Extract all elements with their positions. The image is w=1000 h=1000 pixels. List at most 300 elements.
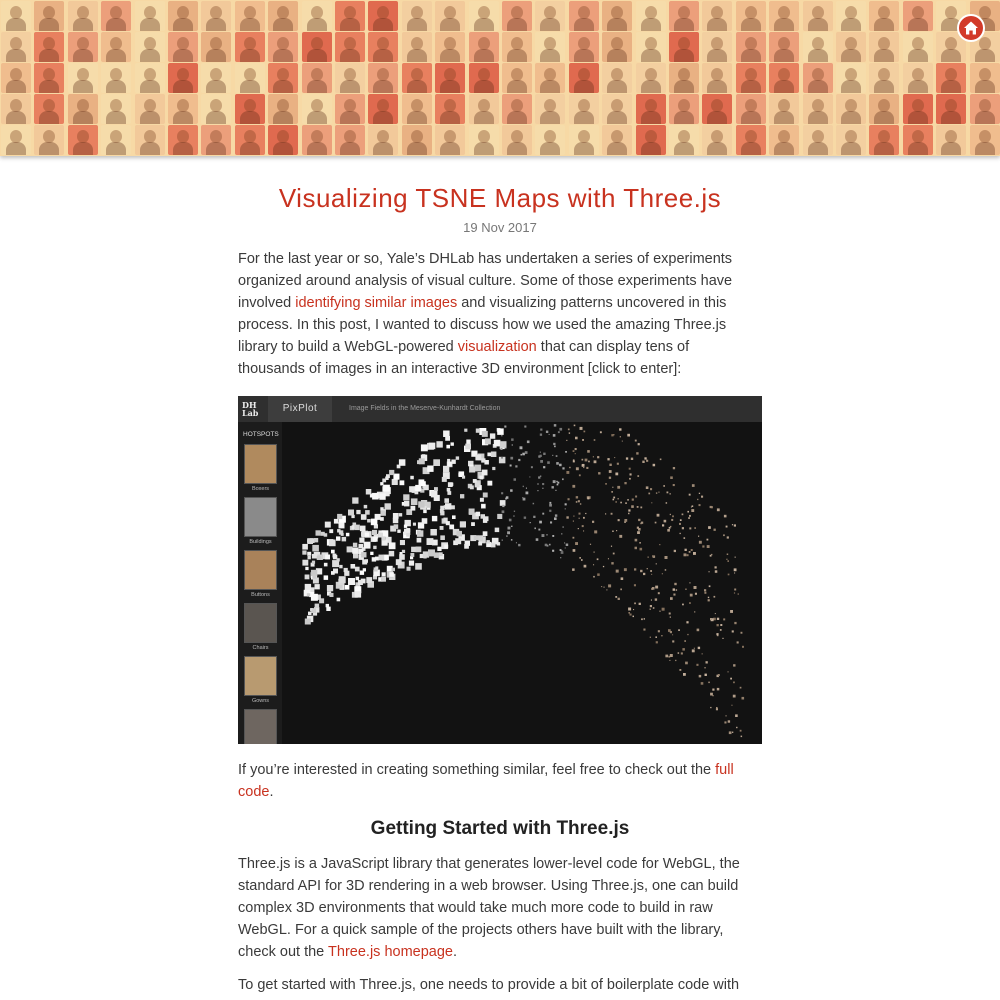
- image-point: [727, 536, 729, 538]
- portrait-tile: [34, 94, 64, 124]
- image-point: [565, 503, 567, 505]
- portrait-tile: [602, 125, 632, 155]
- image-point: [573, 450, 575, 452]
- image-point: [482, 431, 488, 437]
- portrait-tile: [469, 32, 499, 62]
- image-point: [392, 568, 396, 572]
- image-point: [708, 597, 709, 598]
- image-point: [569, 432, 570, 433]
- image-point: [406, 533, 410, 537]
- image-point: [653, 464, 656, 467]
- image-point: [336, 536, 340, 540]
- image-point: [710, 618, 712, 620]
- image-point: [511, 438, 513, 441]
- image-point: [694, 586, 697, 589]
- image-point: [545, 544, 548, 547]
- identifying-similar-images-link[interactable]: identifying similar images: [295, 295, 458, 311]
- portrait-tile: [836, 63, 866, 93]
- image-point: [635, 440, 637, 442]
- image-point: [619, 535, 622, 538]
- image-point: [651, 574, 652, 575]
- image-point: [640, 548, 643, 551]
- image-point: [473, 479, 477, 483]
- image-point: [699, 541, 702, 544]
- image-point: [537, 483, 538, 484]
- portrait-tile: [636, 94, 666, 124]
- image-point: [627, 434, 630, 437]
- post-title: Visualizing TSNE Maps with Three.js: [278, 183, 722, 213]
- image-point: [312, 561, 315, 564]
- image-point: [549, 504, 552, 507]
- portrait-tile: [702, 125, 732, 155]
- image-field-scatter[interactable]: [282, 422, 762, 744]
- image-point: [664, 520, 667, 523]
- image-point: [485, 438, 491, 444]
- portrait-tile: [903, 63, 933, 93]
- portrait-tile: [669, 1, 699, 31]
- image-point: [585, 513, 586, 514]
- image-point: [393, 513, 399, 519]
- image-point: [415, 485, 421, 491]
- image-point: [651, 600, 652, 601]
- image-point: [365, 510, 370, 515]
- portrait-tile: [469, 94, 499, 124]
- image-point: [510, 465, 512, 467]
- image-point: [446, 521, 450, 525]
- portrait-tile: [502, 125, 532, 155]
- image-point: [741, 632, 743, 634]
- image-point: [735, 557, 736, 558]
- image-point: [732, 524, 733, 525]
- image-point: [699, 493, 700, 494]
- image-point: [394, 524, 399, 529]
- portrait-tile: [235, 63, 265, 93]
- image-point: [324, 575, 329, 580]
- portrait-tile: [669, 63, 699, 93]
- image-point: [339, 565, 342, 568]
- image-point: [509, 519, 512, 522]
- image-point: [694, 611, 695, 612]
- image-point: [501, 457, 503, 459]
- image-point: [518, 544, 520, 546]
- image-point: [393, 474, 399, 480]
- image-point: [302, 544, 308, 550]
- portrait-tile: [201, 125, 231, 155]
- image-point: [315, 604, 320, 609]
- image-point: [305, 567, 308, 570]
- image-point: [561, 551, 564, 554]
- image-point: [709, 571, 710, 572]
- image-point: [421, 481, 426, 486]
- portrait-tile: [1, 32, 31, 62]
- image-point: [650, 637, 651, 638]
- image-point: [576, 496, 578, 498]
- portrait-tile: [335, 32, 365, 62]
- image-point: [354, 525, 360, 531]
- image-point: [562, 467, 564, 469]
- image-point: [568, 498, 570, 500]
- image-point: [550, 521, 552, 523]
- image-point: [556, 462, 559, 465]
- image-point: [508, 527, 511, 530]
- image-point: [576, 467, 579, 470]
- image-point: [696, 664, 698, 666]
- image-point: [634, 603, 636, 605]
- image-point: [579, 474, 581, 476]
- image-point: [691, 507, 692, 508]
- portrait-tile: [535, 32, 565, 62]
- image-point: [597, 573, 600, 576]
- image-point: [717, 624, 719, 626]
- image-point: [534, 528, 536, 530]
- image-point: [355, 567, 360, 572]
- portrait-tile: [34, 1, 64, 31]
- image-point: [608, 558, 609, 559]
- image-point: [629, 478, 631, 480]
- image-point: [566, 516, 568, 518]
- image-point: [555, 490, 556, 491]
- image-point: [512, 444, 513, 445]
- image-point: [554, 446, 556, 448]
- portrait-tile: [903, 125, 933, 155]
- image-point: [500, 448, 502, 450]
- portrait-tile: [769, 1, 799, 31]
- image-point: [620, 436, 621, 437]
- visualization-link[interactable]: visualization: [457, 339, 537, 355]
- portrait-tile: [268, 94, 298, 124]
- image-point: [573, 537, 575, 539]
- portrait-tile: [602, 1, 632, 31]
- portrait-tile: [736, 125, 766, 155]
- portrait-tile: [869, 63, 899, 93]
- image-point: [598, 472, 600, 474]
- image-point: [628, 608, 631, 611]
- image-point: [687, 634, 688, 635]
- image-point: [403, 494, 409, 500]
- image-point: [474, 465, 481, 472]
- hotspot-chairs[interactable]: [244, 603, 277, 651]
- image-point: [307, 538, 313, 544]
- image-point: [609, 477, 611, 479]
- image-point: [540, 434, 542, 436]
- image-point: [373, 546, 376, 549]
- image-point: [552, 535, 554, 537]
- image-point: [557, 484, 559, 486]
- image-point: [609, 470, 612, 473]
- portrait-tile: [1, 94, 31, 124]
- image-point: [476, 429, 480, 433]
- image-point: [444, 545, 448, 549]
- portrait-tile: [101, 1, 131, 31]
- image-point: [672, 634, 673, 635]
- home-button[interactable]: [957, 14, 985, 42]
- portrait-tile: [201, 1, 231, 31]
- portrait-tile: [636, 125, 666, 155]
- image-point: [720, 624, 722, 626]
- image-point: [582, 439, 584, 441]
- portrait-tile: [869, 94, 899, 124]
- image-point: [446, 445, 450, 449]
- image-point: [673, 588, 675, 590]
- image-point: [439, 552, 443, 556]
- image-point: [702, 545, 704, 547]
- image-point: [565, 451, 567, 453]
- pixplot-embed[interactable]: [238, 396, 762, 744]
- image-point: [432, 516, 437, 521]
- image-point: [482, 470, 488, 476]
- image-point: [575, 448, 577, 450]
- image-point: [521, 454, 523, 456]
- image-point: [370, 552, 373, 555]
- image-point: [588, 461, 590, 463]
- boilerplate-paragraph: To get started with Three.js, one needs to provide a bit of boilerplate code with: [238, 977, 740, 993]
- portrait-tile: [1, 63, 31, 93]
- full-code-link[interactable]: full code: [238, 762, 734, 800]
- image-point: [578, 500, 580, 502]
- image-point: [305, 584, 311, 590]
- portrait-tile: [68, 32, 98, 62]
- portrait-tile: [168, 94, 198, 124]
- image-point: [648, 557, 649, 558]
- portrait-tile: [736, 94, 766, 124]
- pixplot-tab[interactable]: PixPlot: [268, 396, 332, 422]
- image-point: [552, 486, 554, 488]
- image-point: [708, 526, 711, 529]
- image-point: [474, 535, 479, 540]
- portrait-tile: [469, 63, 499, 93]
- image-point: [326, 604, 329, 607]
- image-point: [659, 544, 660, 545]
- image-point: [586, 467, 588, 469]
- image-point: [415, 563, 422, 570]
- image-point: [447, 462, 452, 467]
- image-point: [381, 577, 386, 582]
- image-point: [487, 453, 491, 457]
- image-point: [634, 568, 636, 570]
- image-point: [360, 526, 366, 532]
- image-point: [502, 540, 503, 541]
- image-point: [540, 460, 543, 463]
- hotspot-boxers[interactable]: [244, 444, 277, 492]
- image-point: [392, 479, 398, 485]
- portrait-tile: [702, 32, 732, 62]
- image-point: [507, 531, 510, 534]
- portrait-tile: [602, 63, 632, 93]
- image-point: [564, 542, 565, 543]
- image-point: [389, 470, 394, 475]
- image-point: [723, 534, 725, 536]
- image-point: [533, 503, 535, 505]
- image-point: [337, 514, 342, 519]
- portrait-banner: [0, 0, 1000, 156]
- portrait-tile: [68, 63, 98, 93]
- image-point: [555, 514, 557, 516]
- portrait-tile: [235, 1, 265, 31]
- image-point: [680, 533, 681, 534]
- image-point: [689, 527, 691, 529]
- image-point: [587, 497, 589, 499]
- image-point: [728, 574, 730, 576]
- image-point: [661, 635, 662, 636]
- portrait-tile: [569, 63, 599, 93]
- portrait-tile: [569, 94, 599, 124]
- hotspot-buttons[interactable]: [244, 550, 277, 598]
- image-point: [689, 551, 691, 553]
- image-point: [307, 552, 311, 556]
- image-point: [491, 543, 496, 548]
- portrait-tile: [535, 63, 565, 93]
- image-point: [631, 505, 634, 508]
- image-point: [351, 564, 356, 569]
- image-point: [669, 613, 671, 615]
- image-point: [345, 585, 350, 590]
- image-point: [734, 622, 736, 624]
- image-point: [497, 428, 504, 435]
- image-point: [396, 559, 402, 565]
- hotspot-label: Buildings: [249, 539, 272, 545]
- image-point: [514, 478, 517, 481]
- image-point: [337, 598, 341, 602]
- image-point: [443, 466, 449, 472]
- image-point: [516, 542, 517, 543]
- image-point: [670, 631, 672, 633]
- image-point: [628, 513, 630, 515]
- pixplot-subtitle: Image Fields in the Meserve-Kunhardt Collection: [349, 405, 501, 412]
- hotspot-label: Chairs: [252, 645, 269, 651]
- image-point: [355, 591, 361, 597]
- image-point: [667, 492, 669, 494]
- image-point: [662, 524, 664, 526]
- image-point: [380, 510, 386, 516]
- image-point: [615, 501, 617, 503]
- portrait-tile: [135, 63, 165, 93]
- image-point: [582, 525, 584, 527]
- portrait-tile: [970, 125, 1000, 155]
- image-point: [616, 570, 619, 573]
- threejs-homepage-link[interactable]: Three.js homepage: [328, 944, 453, 960]
- hotspot-buildings[interactable]: [244, 497, 277, 545]
- portrait-tile: [936, 94, 966, 124]
- portrait-tile: [769, 63, 799, 93]
- image-point: [597, 558, 599, 560]
- image-point: [409, 561, 414, 566]
- portrait-tile: [903, 1, 933, 31]
- portrait-tile: [402, 32, 432, 62]
- portrait-tile: [535, 94, 565, 124]
- image-point: [331, 550, 335, 554]
- image-point: [708, 599, 710, 601]
- image-point: [704, 592, 706, 594]
- portrait-tile: [235, 94, 265, 124]
- image-point: [447, 459, 450, 462]
- image-point: [510, 457, 513, 460]
- image-point: [620, 589, 622, 591]
- image-point: [502, 510, 505, 513]
- portrait-tile: [502, 94, 532, 124]
- portrait-tile: [803, 32, 833, 62]
- image-point: [530, 522, 531, 523]
- portrait-tile: [769, 32, 799, 62]
- portrait-tile: [903, 32, 933, 62]
- image-point: [494, 440, 501, 447]
- portrait-tile: [101, 63, 131, 93]
- home-icon: [963, 20, 979, 36]
- portrait-tile: [435, 125, 465, 155]
- image-point: [615, 596, 617, 598]
- image-point: [560, 549, 562, 551]
- image-point: [732, 732, 733, 733]
- portrait-tile: [68, 94, 98, 124]
- portrait-tile: [34, 32, 64, 62]
- image-point: [635, 539, 638, 542]
- image-point: [372, 530, 377, 535]
- image-point: [531, 466, 533, 468]
- image-point: [660, 459, 662, 461]
- image-point: [701, 682, 704, 685]
- image-point: [573, 460, 575, 462]
- image-point: [663, 485, 665, 487]
- image-point: [436, 441, 442, 447]
- image-point: [575, 437, 578, 440]
- image-point: [331, 571, 335, 575]
- image-point: [341, 533, 344, 536]
- image-point: [655, 598, 657, 600]
- image-point: [375, 566, 378, 569]
- image-point: [583, 517, 585, 519]
- image-point: [680, 519, 682, 521]
- image-point: [683, 673, 686, 676]
- image-point: [667, 529, 670, 532]
- image-point: [417, 538, 422, 543]
- image-point: [665, 569, 667, 571]
- portrait-tile: [302, 94, 332, 124]
- portrait-tile: [903, 94, 933, 124]
- portrait-tile: [168, 1, 198, 31]
- image-point: [511, 539, 513, 541]
- image-point: [397, 530, 400, 533]
- portrait-tile: [702, 1, 732, 31]
- image-point: [337, 529, 340, 532]
- image-point: [565, 547, 566, 548]
- portrait-tile: [201, 32, 231, 62]
- image-point: [593, 564, 594, 565]
- image-point: [305, 619, 311, 625]
- portrait-tile: [335, 125, 365, 155]
- image-point: [554, 424, 557, 427]
- image-point: [562, 526, 564, 528]
- image-point: [679, 669, 681, 671]
- portrait-tile: [502, 1, 532, 31]
- image-point: [650, 570, 652, 572]
- image-point: [600, 431, 602, 433]
- image-point: [735, 714, 738, 717]
- hotspot-gowns[interactable]: [244, 656, 277, 704]
- portrait-tile: [368, 32, 398, 62]
- image-point: [511, 526, 512, 527]
- image-point: [380, 507, 383, 510]
- image-point: [726, 526, 728, 528]
- image-point: [573, 521, 574, 522]
- hotspot-more[interactable]: [244, 709, 277, 744]
- dhlab-logo: DH Lab: [242, 400, 259, 418]
- image-point: [572, 485, 575, 488]
- image-point: [579, 557, 581, 559]
- portrait-tile: [803, 63, 833, 93]
- portrait-tile: [736, 63, 766, 93]
- image-point: [481, 458, 485, 462]
- image-point: [738, 593, 739, 594]
- portrait-tile: [135, 32, 165, 62]
